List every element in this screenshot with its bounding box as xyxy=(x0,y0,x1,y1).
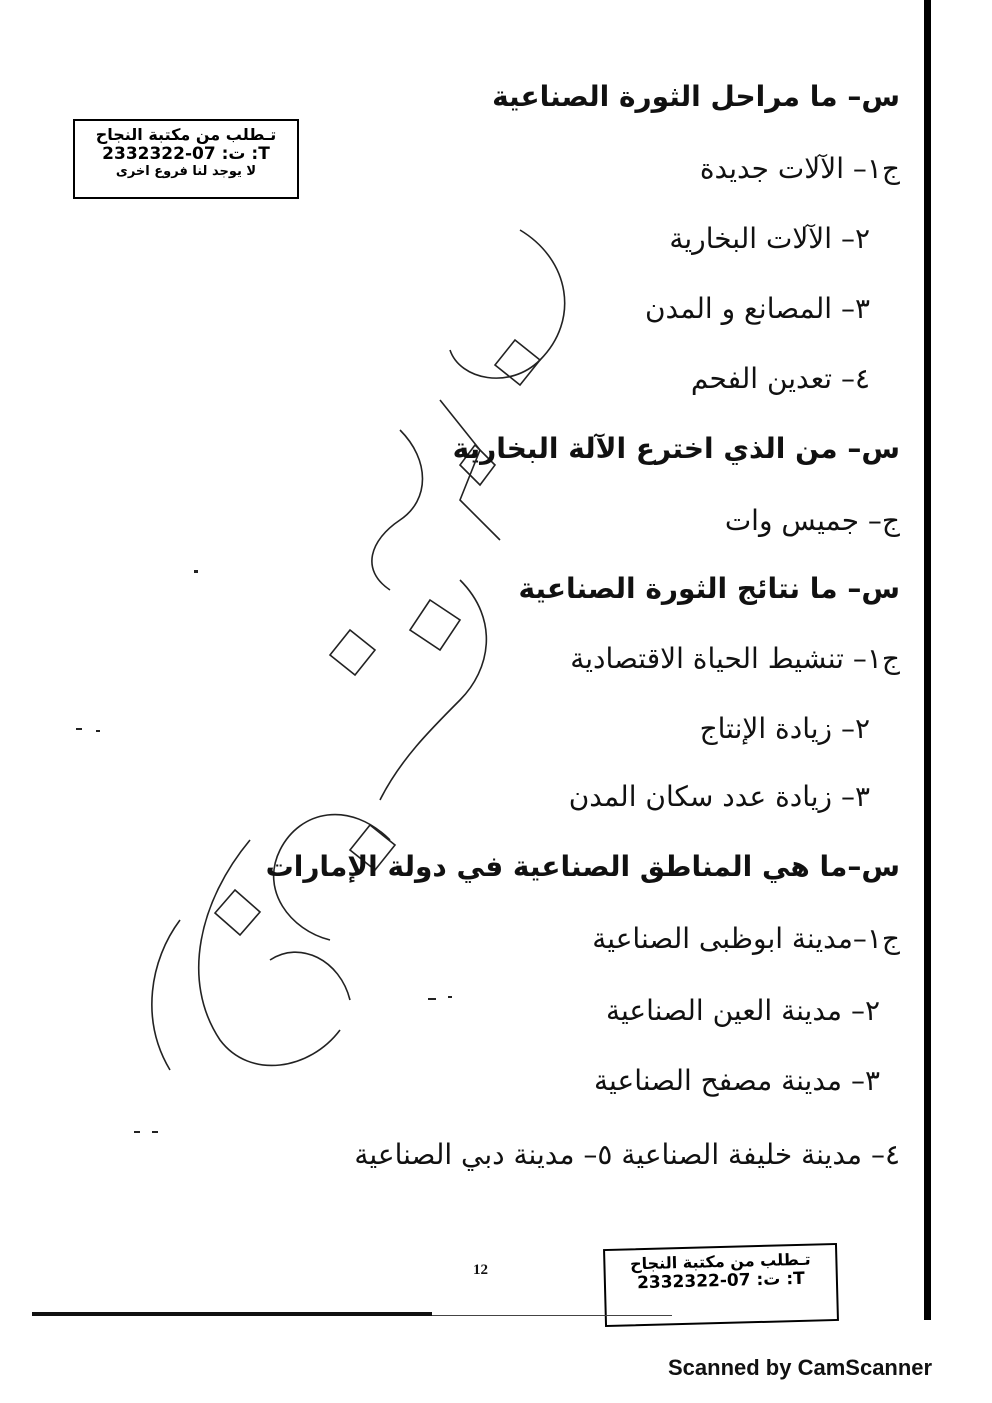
answer-line: ٢– مدينة العين الصناعية xyxy=(605,994,880,1027)
question-line: س– من الذي اخترع الآلة البخارية xyxy=(452,432,900,465)
stamp-top-branches-note: لا يوجد لنا فروع اخرى xyxy=(115,164,257,179)
scan-speck xyxy=(152,1131,158,1133)
answer-line: ج١–مدينة ابوظبى الصناعية xyxy=(592,922,900,955)
stamp-bottom-shop-name: تـطلب من مكتبة النجاح xyxy=(629,1249,811,1274)
scan-speck xyxy=(134,1131,140,1133)
page-edge-border xyxy=(924,0,931,1320)
answer-line: ٤– تعدين الفحم xyxy=(690,362,870,395)
question-line: س–ما هي المناطق الصناعية في دولة الإمارات xyxy=(265,850,900,883)
watermark-outline xyxy=(100,200,620,1120)
answer-line: ٣– زيادة عدد سكان المدن xyxy=(568,780,870,813)
scanner-watermark-label: Scanned by CamScanner xyxy=(668,1355,933,1380)
answer-line: ٤– مدينة خليفة الصناعية ٥– مدينة دبي الصناعية xyxy=(354,1138,900,1171)
scan-speck xyxy=(96,730,100,732)
stamp-bottom-phone: ت: 07-2332322 :T xyxy=(636,1268,805,1294)
scan-speck xyxy=(428,998,436,1000)
scan-speck xyxy=(194,570,198,573)
question-line: س– ما مراحل الثورة الصناعية xyxy=(492,80,900,113)
answer-line: ٢– زيادة الإنتاج xyxy=(699,712,870,745)
answer-line: ج– جميس وات xyxy=(724,504,900,537)
bottom-rule-thin xyxy=(432,1315,672,1316)
bottom-rule xyxy=(32,1312,432,1316)
answer-line: ٣– مدينة مصفح الصناعية xyxy=(594,1064,880,1097)
stamp-top-phone: ت: 07-2332322 :T xyxy=(102,144,270,164)
stamp-top-shop-name: تـطلب من مكتبة النجاح xyxy=(95,125,277,144)
answer-line: ج١– تنشيط الحياة الاقتصادية xyxy=(570,642,900,675)
question-line: س– ما نتائج الثورة الصناعية xyxy=(518,572,900,605)
answer-line: ٢– الآلات البخارية xyxy=(669,222,870,255)
answer-line: ٣– المصانع و المدن xyxy=(644,292,870,325)
scan-speck xyxy=(76,728,82,730)
answer-line: ج١– الآلات جديدة xyxy=(699,152,900,185)
stamp-top xyxy=(73,119,299,199)
scan-speck xyxy=(448,996,452,998)
page-number: 12 xyxy=(473,1262,488,1278)
